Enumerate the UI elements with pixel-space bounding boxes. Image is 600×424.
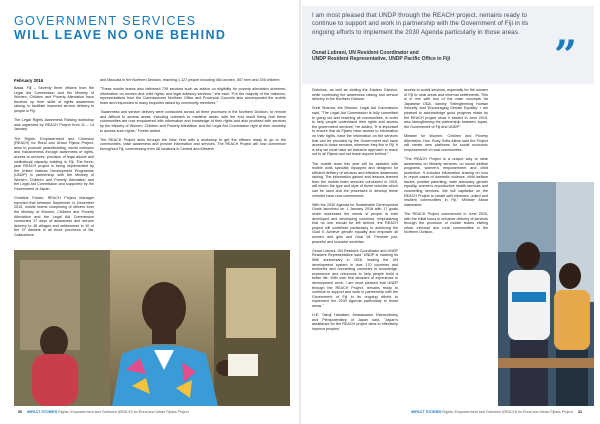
paragraph: With the 2030 Agenda for Sustainable Development Goals launched on 1 January 2016 with 17 goals which addresses the needs of people in both developed and developing countries, emphasizing that no one should be left behind, the REACH project will contribute particularly to achieving the Goal 5: Achieve gender equality and empower all women and girls and Goal 16: Promote just, peaceful and inclusive societies. xyxy=(312,202,398,244)
footer-brand-left: IMPACT STORIES xyxy=(27,410,58,414)
attribution-name: Osnat Lubrani, UN Resident Coordinator and xyxy=(312,50,419,56)
paragraph: "These mobile teams also delivered 739 services such as advice on eligibility for poverty alleviation schemes; information on women and child rights, and legal advisory services," she said. "For the majority of the missions, representatives from the Commissioner Northern Office and Provincial Councils also accompanied the mobile team and responded to many enquiries raised by community members." xyxy=(100,87,286,105)
paragraph: The REACH Project aims through the New Year with a workshop to get the officers ready to go to the communities, raise awareness and provide information and services. The REACH Project will now commence throughout Fiji, commencing from 48 locations in Central and Western xyxy=(100,137,286,151)
article-column-1 xyxy=(14,86,94,272)
paragraph: Osnat Lubrani, UN Resident Coordinator and UNDP Resident Representative said "UNDP is marking its 50th anniversary in 2016, leading the UN development system in over 170 countries and territories and connecting countries to knowledge, experience and resources to help people build a better life. With over five decades of experience in development work, I am most pleased that UNDP through the REACH Project, remains ready to continue to support and work in partnership with the Government of Fiji in its ongoing efforts to implement the 2030 Agenda particularly in those areas." xyxy=(312,248,398,308)
article-column-4 xyxy=(404,88,488,408)
workshop-photo-illustration xyxy=(14,250,290,406)
title-line-1: GOVERNMENT SERVICES xyxy=(14,14,197,28)
article-column-2 xyxy=(100,78,286,274)
page-number-right: 31 xyxy=(578,410,582,414)
paragraph: Minister for Women, Children and Poverty Alleviation, Hon. Rosy Sofia Akbar said the Project will create new platforms for social economic empowerment of rural communities. xyxy=(404,133,488,152)
article-date: February 2016 xyxy=(14,78,44,83)
page-gutter xyxy=(299,0,301,424)
paragraph: Sunil Sharma, the Director, Legal Aid Commission said, "The Legal Aid Commission is fully committed to going out and reaching all communities, in order to help people understand their rights and access the government services" He added, "It is important to ensure that all Fijians have access to information on their rights, have the information on the services that can be provided by the Government and have access to those services, wherever they live in Fiji. It is why we must have an inclusive approach to reach out to all Fijians and not leave anyone behind." xyxy=(312,106,398,157)
page-number-left: 30 xyxy=(18,410,22,414)
footer-left xyxy=(14,410,189,414)
officers-photo-illustration xyxy=(498,182,594,406)
paragraph: access to social services, especially for the women of Fiji to rural areas and informal settlements. This is in line with two of the main concepts for Japanese ODA, namely 'Strengthening Human Security' and 'Encouraging Gender Equality'. I am pleased to acknowledge good progress made by the REACH project since it started in June 2015, also strengthening the partnership between Japan, the Government of Fiji and UNDP." xyxy=(404,88,488,129)
paragraph: H.E. Takuji Hanatani, Ambassador Extraordinary and Plenipotentiary of Japan said, "Japan's assistance for the REACH project aims to effectively improve peoples' xyxy=(312,313,398,331)
pull-quote-text: I am most pleased that UNDP through the REACH project, remains ready to continue to support and work in partnership with the Government of Fiji in its ongoing efforts to implement the 2030 Agenda particularly in those areas. xyxy=(312,12,529,36)
paragraph: The REACH Project commenced in June 2015, with the initial focus to enhance delivery of services through the provision of mobile teams visiting urban informal and rural communities in the Northern Division. xyxy=(404,212,488,235)
closing-quote-icon: ” xyxy=(554,32,578,79)
paragraph: Divisions, as well as visiting the Eastern Division, while continuing the awareness raising and service delivery in the Northern Division. xyxy=(312,88,398,102)
title-line-2: WILL LEAVE NO ONE BEHIND xyxy=(14,28,227,42)
footer-right xyxy=(411,410,586,414)
paragraph: The Legal Rights Awareness Raising workshop was organized by REACH Project from 11 – 14 January. xyxy=(14,118,94,132)
page-title xyxy=(14,14,264,42)
paragraph: The Rights, Empowerment and Cohesion (REACH) for Rural and Urban Fijians Project, aims to promote peacebuilding, social cohesion and inclusiveness through awareness of rights, access to services, provision of legal advice and institutional capacity building in Fiji. The three-year REACH project is being implemented by the United Nations Development Programme (UNDP) in partnership with the Ministry of Women, Children and Poverty Alleviation and the Legal Aid Commission and supported by the Government of Japan. xyxy=(14,136,94,192)
paragraph: "The REACH Project is a unique way to raise awareness on Ministry services, on social welfare programs, women's empowerment and child protection. It includes information sharing on how to report cases of domestic violence, child welfare issues, positive parenting, male advocacy, gender equality, women's reproductive health services and counselling services. We will capitalise on the REACH Project to create well-informed, united and resilient communities in Fiji," Minister Akbar elaborated xyxy=(404,156,488,207)
paragraph: The mobile team this year will be assisted with mobile units specially equipped and designed for efficient delivery of services and effective awareness raising. The information gained and lessons learned from the mobile team services conducted in 2015, will inform the type and style of these vehicles which can be used and the processes to develop these vehicles have now commenced. xyxy=(312,161,398,198)
paragraph: Bawa, Fiji – Seventy three officers from the Legal Aid Commission and the Ministry of Women, Children and Poverty Alleviation have brushed up their skills of rights awareness raising, to facilitate improved service delivery to people in Fiji. xyxy=(14,86,94,113)
paragraph: "Awareness and service delivery were conducted across all three provinces in the Northern Division, to remote and difficult to access areas, including outreach to maritime areas, with the end result being that these communities are now empowered with information and knowledge of their rights and also provided with services by the Ministry of Women, Children and Poverty Alleviation and the Legal Aid Commission right at their doorstep to access such rights," Fowler added. xyxy=(100,110,286,133)
paragraph: Christine Fowler, REACH Project Manager reported that between September to December 2015, mobile teams comprising of officers from the Ministry of Women, Children and Poverty Alleviation and the Legal Aid Commission conducted 17 days of awareness and service delivery to 48 villages and settlements in 10 of the 37 districts in all three provinces of Ba, Cakaudrove xyxy=(14,196,94,237)
footer-brand-right: IMPACT STORIES xyxy=(411,410,442,414)
paragraph: and Macuata in the Northern Division, reaching 1,127 people including 464 women, 507 men and 156 children. xyxy=(100,78,281,82)
footer-text-left: Rights, Empowerment and Cohesion (REACH) for Rural and Urban Fijians Project xyxy=(58,410,189,414)
attribution-role: UNDP Resident Representative, UNDP Pacific Office in Fiji xyxy=(312,56,451,63)
pull-quote xyxy=(302,6,594,84)
officers-photo xyxy=(498,182,594,406)
workshop-photo xyxy=(14,250,290,406)
article-column-3 xyxy=(312,88,398,408)
pull-quote-attribution xyxy=(312,50,550,63)
footer-text-right: Rights, Empowerment and Cohesion (REACH) for Rural and Urban Fijians Project xyxy=(442,410,573,414)
